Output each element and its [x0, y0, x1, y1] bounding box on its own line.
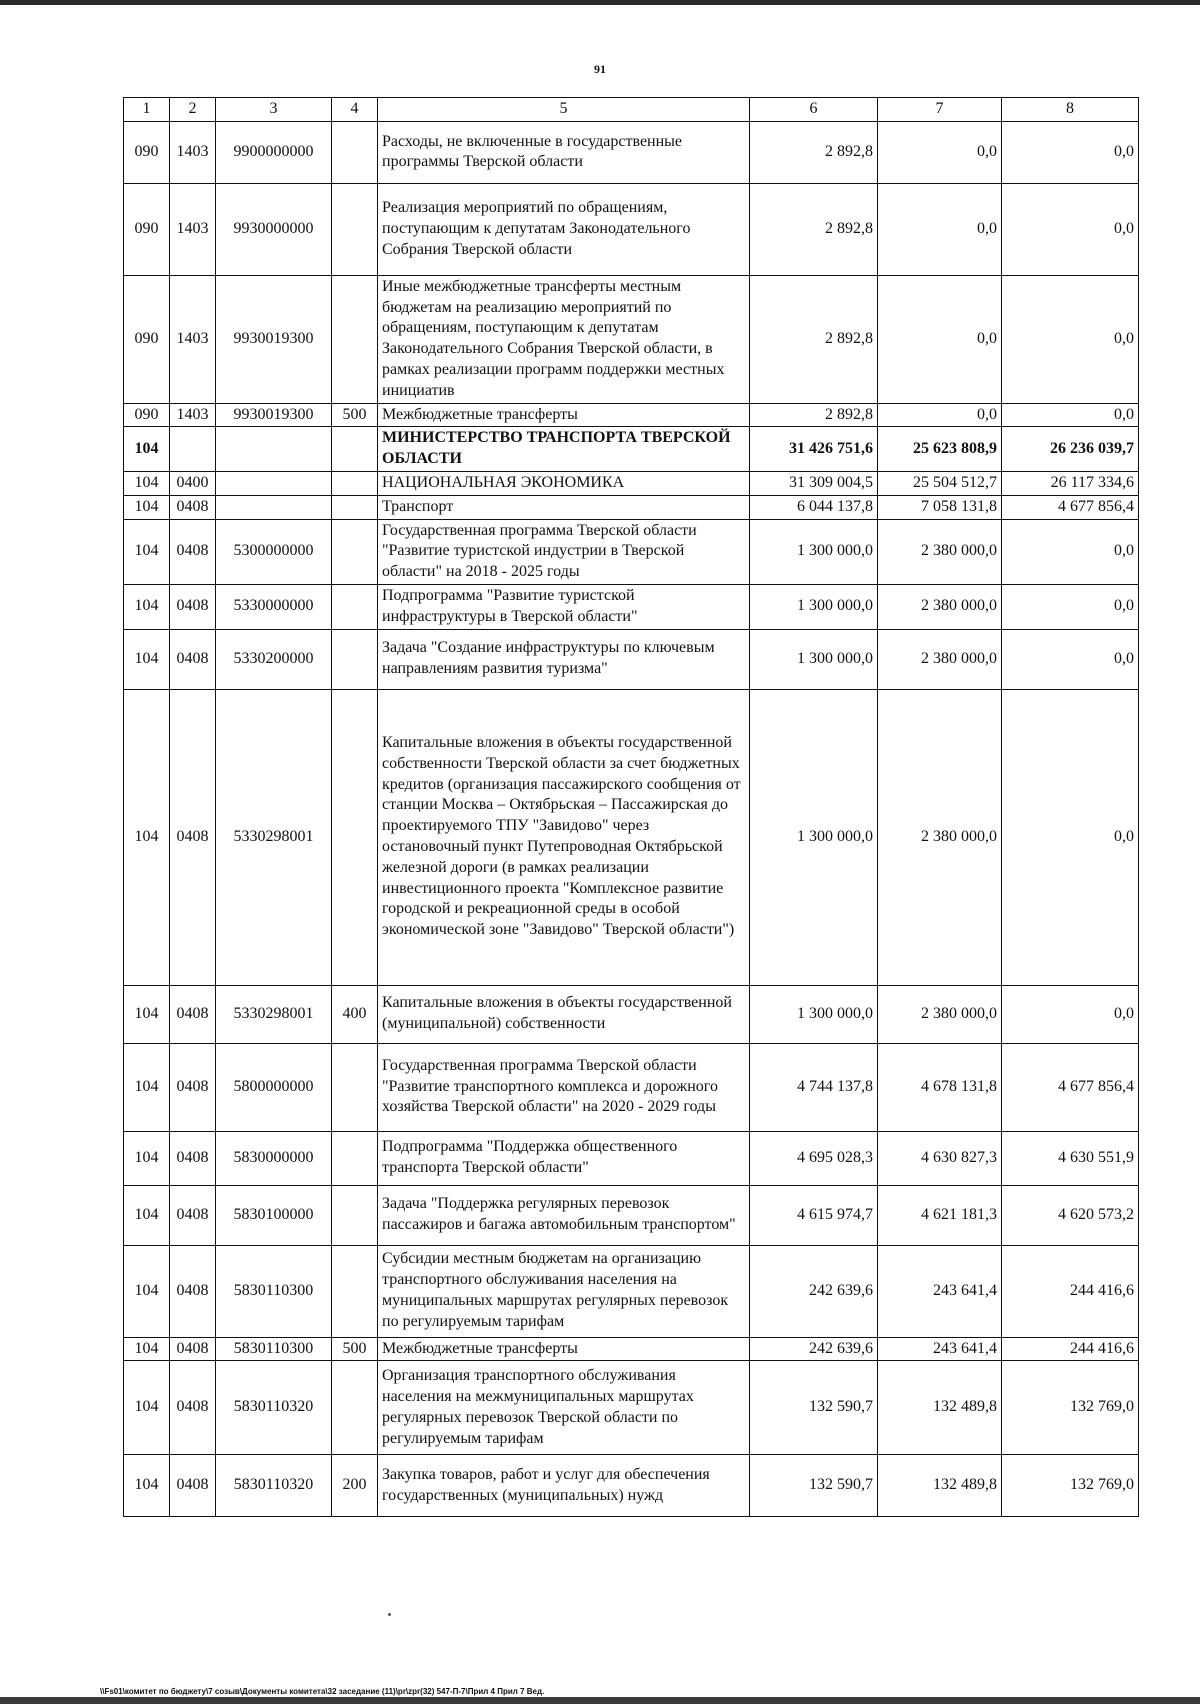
cell-amount-3: 132 769,0 — [1002, 1361, 1139, 1455]
cell-section-code: 0408 — [170, 629, 216, 689]
cell-amount-1: 31 426 751,6 — [750, 427, 878, 472]
cell-target-code: 5330000000 — [216, 584, 332, 629]
cell-expense-type — [332, 275, 378, 403]
cell-amount-3: 4 677 856,4 — [1002, 1043, 1139, 1131]
cell-admin-code: 104 — [124, 495, 170, 519]
column-header: 6 — [750, 98, 878, 122]
cell-admin-code: 090 — [124, 403, 170, 427]
cell-amount-3: 0,0 — [1002, 629, 1139, 689]
cell-target-code: 5830100000 — [216, 1185, 332, 1245]
cell-amount-1: 132 590,7 — [750, 1455, 878, 1517]
cell-admin-code: 090 — [124, 275, 170, 403]
cell-amount-3: 0,0 — [1002, 584, 1139, 629]
cell-admin-code: 104 — [124, 629, 170, 689]
cell-target-code: 5300000000 — [216, 519, 332, 584]
cell-expense-type — [332, 1361, 378, 1455]
cell-admin-code: 090 — [124, 183, 170, 275]
scan-edge-bottom — [0, 1697, 1200, 1704]
cell-amount-2: 7 058 131,8 — [878, 495, 1002, 519]
cell-amount-3: 4 620 573,2 — [1002, 1185, 1139, 1245]
cell-description: Государственная программа Тверской области "Развитие туристской индустрии в Тверской области" на 2018 - 2025 годы — [378, 519, 750, 584]
table-row — [124, 1337, 1139, 1361]
cell-section-code: 0408 — [170, 1337, 216, 1361]
cell-target-code: 5830110300 — [216, 1245, 332, 1337]
cell-amount-3: 0,0 — [1002, 985, 1139, 1043]
cell-amount-1: 2 892,8 — [750, 121, 878, 183]
table-row — [124, 629, 1139, 689]
cell-section-code: 0408 — [170, 1131, 216, 1185]
cell-amount-2: 4 621 181,3 — [878, 1185, 1002, 1245]
cell-description: Подпрограмма "Поддержка общественного транспорта Тверской области" — [378, 1131, 750, 1185]
cell-expense-type — [332, 1245, 378, 1337]
cell-expense-type — [332, 1043, 378, 1131]
cell-amount-2: 0,0 — [878, 275, 1002, 403]
cell-admin-code: 104 — [124, 1361, 170, 1455]
cell-amount-1: 1 300 000,0 — [750, 629, 878, 689]
table-row — [124, 985, 1139, 1043]
cell-amount-2: 0,0 — [878, 183, 1002, 275]
cell-description: НАЦИОНАЛЬНАЯ ЭКОНОМИКА — [378, 471, 750, 495]
cell-section-code: 0408 — [170, 1043, 216, 1131]
cell-amount-3: 244 416,6 — [1002, 1245, 1139, 1337]
table-row — [124, 275, 1139, 403]
cell-amount-1: 2 892,8 — [750, 183, 878, 275]
cell-section-code: 0408 — [170, 1185, 216, 1245]
cell-amount-1: 1 300 000,0 — [750, 519, 878, 584]
cell-description: Субсидии местным бюджетам на организацию транспортного обслуживания населения на муниципальных маршрутах регулярных перевозок по регулируемым тарифам — [378, 1245, 750, 1337]
cell-admin-code: 104 — [124, 985, 170, 1043]
cell-target-code: 9930019300 — [216, 275, 332, 403]
cell-section-code: 0408 — [170, 985, 216, 1043]
table-row — [124, 1245, 1139, 1337]
cell-amount-1: 1 300 000,0 — [750, 689, 878, 985]
cell-amount-1: 2 892,8 — [750, 403, 878, 427]
cell-target-code: 9900000000 — [216, 121, 332, 183]
cell-description: Подпрограмма "Развитие туристской инфраструктуры в Тверской области" — [378, 584, 750, 629]
table-row — [124, 471, 1139, 495]
cell-admin-code: 104 — [124, 471, 170, 495]
cell-admin-code: 104 — [124, 584, 170, 629]
cell-amount-3: 132 769,0 — [1002, 1455, 1139, 1517]
cell-admin-code: 104 — [124, 519, 170, 584]
cell-description: Реализация мероприятий по обращениям, поступающим к депутатам Законодательного Собрания Тверской области — [378, 183, 750, 275]
column-header: 5 — [378, 98, 750, 122]
cell-amount-2: 2 380 000,0 — [878, 689, 1002, 985]
cell-amount-3: 0,0 — [1002, 275, 1139, 403]
cell-amount-1: 31 309 004,5 — [750, 471, 878, 495]
table-row — [124, 1043, 1139, 1131]
cell-amount-2: 25 623 808,9 — [878, 427, 1002, 472]
cell-amount-2: 2 380 000,0 — [878, 519, 1002, 584]
cell-amount-2: 132 489,8 — [878, 1361, 1002, 1455]
cell-description: Закупка товаров, работ и услуг для обеспечения государственных (муниципальных) нужд — [378, 1455, 750, 1517]
cell-expense-type: 500 — [332, 1337, 378, 1361]
table-row — [124, 1185, 1139, 1245]
cell-expense-type: 500 — [332, 403, 378, 427]
budget-table — [123, 97, 1139, 1517]
scan-speck — [388, 1613, 391, 1616]
cell-amount-2: 0,0 — [878, 121, 1002, 183]
column-number-header — [124, 98, 1139, 122]
table-row — [124, 495, 1139, 519]
cell-target-code: 9930000000 — [216, 183, 332, 275]
cell-amount-2: 243 641,4 — [878, 1245, 1002, 1337]
cell-description: Государственная программа Тверской области "Развитие транспортного комплекса и дорожного хозяйства Тверской области" на 2020 - 2029 годы — [378, 1043, 750, 1131]
cell-amount-3: 0,0 — [1002, 183, 1139, 275]
cell-section-code: 0408 — [170, 584, 216, 629]
column-header: 1 — [124, 98, 170, 122]
column-header: 8 — [1002, 98, 1139, 122]
cell-amount-1: 1 300 000,0 — [750, 584, 878, 629]
cell-amount-3: 0,0 — [1002, 689, 1139, 985]
cell-amount-2: 25 504 512,7 — [878, 471, 1002, 495]
cell-expense-type: 200 — [332, 1455, 378, 1517]
cell-description: Капитальные вложения в объекты государственной (муниципальной) собственности — [378, 985, 750, 1043]
cell-description: МИНИСТЕРСТВО ТРАНСПОРТА ТВЕРСКОЙ ОБЛАСТИ — [378, 427, 750, 472]
table-row — [124, 403, 1139, 427]
cell-expense-type — [332, 689, 378, 985]
cell-admin-code: 104 — [124, 1337, 170, 1361]
cell-description: Организация транспортного обслуживания населения на межмуниципальных маршрутах регулярных перевозок Тверской области по регулируемым тарифам — [378, 1361, 750, 1455]
cell-target-code — [216, 495, 332, 519]
cell-amount-1: 4 695 028,3 — [750, 1131, 878, 1185]
cell-amount-3: 26 117 334,6 — [1002, 471, 1139, 495]
cell-expense-type — [332, 427, 378, 472]
cell-expense-type — [332, 629, 378, 689]
cell-section-code: 1403 — [170, 403, 216, 427]
cell-amount-2: 4 630 827,3 — [878, 1131, 1002, 1185]
cell-section-code: 0408 — [170, 1455, 216, 1517]
cell-expense-type — [332, 183, 378, 275]
table-row — [124, 427, 1139, 472]
cell-section-code: 0408 — [170, 519, 216, 584]
column-header: 2 — [170, 98, 216, 122]
cell-description: Задача "Поддержка регулярных перевозок пассажиров и багажа автомобильным транспортом" — [378, 1185, 750, 1245]
scan-edge-top — [0, 0, 1200, 5]
cell-amount-3: 244 416,6 — [1002, 1337, 1139, 1361]
cell-amount-1: 4 744 137,8 — [750, 1043, 878, 1131]
cell-admin-code: 104 — [124, 1185, 170, 1245]
cell-section-code: 1403 — [170, 183, 216, 275]
cell-admin-code: 104 — [124, 1245, 170, 1337]
table-row — [124, 519, 1139, 584]
cell-amount-1: 6 044 137,8 — [750, 495, 878, 519]
cell-amount-3: 26 236 039,7 — [1002, 427, 1139, 472]
table-row — [124, 121, 1139, 183]
cell-amount-2: 2 380 000,0 — [878, 985, 1002, 1043]
cell-admin-code: 104 — [124, 427, 170, 472]
cell-description: Задача "Создание инфраструктуры по ключевым направлениям развития туризма" — [378, 629, 750, 689]
cell-section-code: 1403 — [170, 275, 216, 403]
cell-amount-2: 2 380 000,0 — [878, 629, 1002, 689]
footer-file-path: \\Fs01\комитет по бюджету\7 созыв\Документы комитета\32 заседание (11)\pr\zpr(32) 547-П-7\Прил 4 Прил 7 Вед. — [100, 1687, 545, 1696]
cell-target-code: 5830110300 — [216, 1337, 332, 1361]
cell-amount-2: 132 489,8 — [878, 1455, 1002, 1517]
cell-target-code — [216, 427, 332, 472]
cell-expense-type — [332, 519, 378, 584]
cell-section-code: 0408 — [170, 1245, 216, 1337]
cell-amount-3: 4 630 551,9 — [1002, 1131, 1139, 1185]
cell-target-code: 5330298001 — [216, 689, 332, 985]
cell-amount-1: 242 639,6 — [750, 1337, 878, 1361]
cell-target-code: 5830110320 — [216, 1361, 332, 1455]
cell-amount-1: 242 639,6 — [750, 1245, 878, 1337]
table-row — [124, 1361, 1139, 1455]
cell-admin-code: 104 — [124, 689, 170, 985]
cell-amount-3: 0,0 — [1002, 403, 1139, 427]
cell-description: Межбюджетные трансферты — [378, 403, 750, 427]
cell-section-code: 0408 — [170, 689, 216, 985]
cell-amount-2: 0,0 — [878, 403, 1002, 427]
cell-admin-code: 104 — [124, 1043, 170, 1131]
cell-amount-1: 132 590,7 — [750, 1361, 878, 1455]
table-row — [124, 183, 1139, 275]
table-row — [124, 689, 1139, 985]
cell-section-code: 0408 — [170, 1361, 216, 1455]
cell-admin-code: 090 — [124, 121, 170, 183]
cell-amount-2: 243 641,4 — [878, 1337, 1002, 1361]
cell-expense-type: 400 — [332, 985, 378, 1043]
cell-amount-2: 2 380 000,0 — [878, 584, 1002, 629]
cell-admin-code: 104 — [124, 1455, 170, 1517]
cell-target-code: 5800000000 — [216, 1043, 332, 1131]
cell-target-code: 5330298001 — [216, 985, 332, 1043]
cell-amount-1: 4 615 974,7 — [750, 1185, 878, 1245]
cell-section-code: 1403 — [170, 121, 216, 183]
cell-section-code — [170, 427, 216, 472]
cell-target-code: 5830000000 — [216, 1131, 332, 1185]
cell-expense-type — [332, 584, 378, 629]
cell-amount-1: 2 892,8 — [750, 275, 878, 403]
cell-target-code — [216, 471, 332, 495]
cell-section-code: 0400 — [170, 471, 216, 495]
cell-amount-3: 0,0 — [1002, 121, 1139, 183]
cell-section-code: 0408 — [170, 495, 216, 519]
column-header: 3 — [216, 98, 332, 122]
cell-amount-3: 0,0 — [1002, 519, 1139, 584]
column-header: 4 — [332, 98, 378, 122]
cell-description: Межбюджетные трансферты — [378, 1337, 750, 1361]
column-header: 7 — [878, 98, 1002, 122]
cell-target-code: 5830110320 — [216, 1455, 332, 1517]
cell-expense-type — [332, 121, 378, 183]
cell-description: Расходы, не включенные в государственные программы Тверской области — [378, 121, 750, 183]
cell-target-code: 5330200000 — [216, 629, 332, 689]
cell-admin-code: 104 — [124, 1131, 170, 1185]
cell-expense-type — [332, 1185, 378, 1245]
cell-expense-type — [332, 471, 378, 495]
cell-amount-1: 1 300 000,0 — [750, 985, 878, 1043]
cell-expense-type — [332, 1131, 378, 1185]
table-row — [124, 584, 1139, 629]
table-row — [124, 1455, 1139, 1517]
cell-description: Капитальные вложения в объекты государственной собственности Тверской области за счет бюджетных кредитов (организация пассажирского сообщения от станции Москва – Октябрьская – Пассажирская до проектируемого ТПУ "Завидово" через остановочный пункт Путепроводная Октябрьской железной дороги (в рамках реализации инвестиционного проекта "Комплексное развитие городской и рекреационной среды в особой экономической зоне "Завидово" Тверской области") — [378, 689, 750, 985]
table-row — [124, 1131, 1139, 1185]
page-number: 91 — [594, 62, 606, 76]
cell-amount-3: 4 677 856,4 — [1002, 495, 1139, 519]
cell-description: Транспорт — [378, 495, 750, 519]
cell-target-code: 9930019300 — [216, 403, 332, 427]
cell-amount-2: 4 678 131,8 — [878, 1043, 1002, 1131]
cell-description: Иные межбюджетные трансферты местным бюджетам на реализацию мероприятий по обращениям, поступающим к депутатам Законодательного Собрания Тверской области, в рамках реализации программ поддержки местных инициатив — [378, 275, 750, 403]
cell-expense-type — [332, 495, 378, 519]
